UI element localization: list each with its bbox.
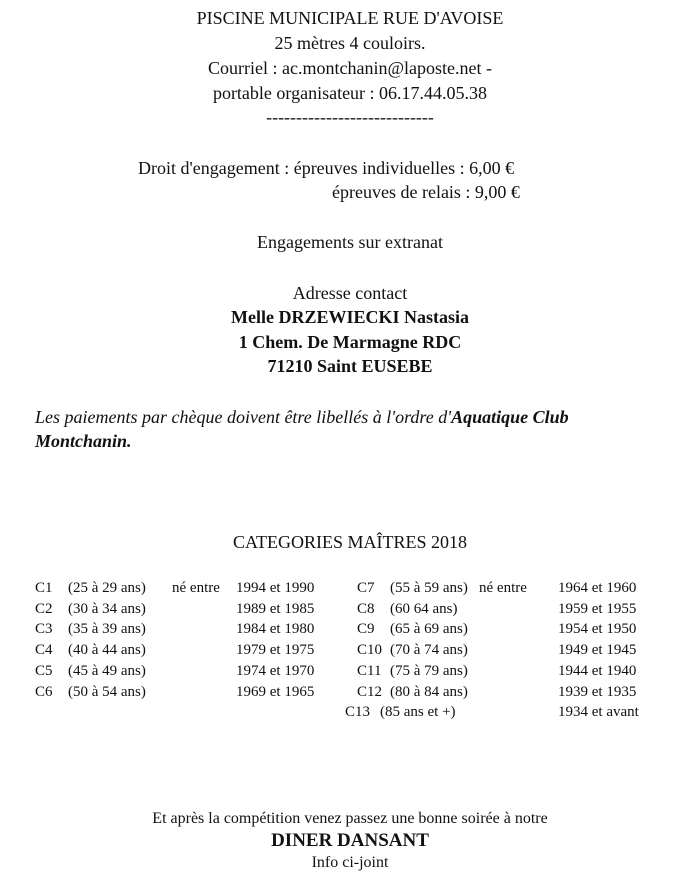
contact-street: 1 Chem. De Marmagne RDC [238,332,462,352]
category-ages: (80 à 84 ans) [390,683,468,700]
category-code: C3 [35,621,53,638]
category-ages: (70 à 74 ans) [390,642,468,659]
category-years: 1969 et 1965 [236,683,315,700]
contact-city: 71210 Saint EUSEBE [267,356,433,376]
born-between-label-right: né entre [479,580,527,596]
category-ages: (75 à 79 ans) [390,662,468,679]
category-code: C2 [35,600,53,617]
fee-individual: Droit d'engagement : épreuves individuelles : 6,00 € [138,158,515,178]
category-years: 1974 et 1970 [236,662,315,679]
payment-club: Aquatique Club [451,407,569,427]
category-ages: (55 à 59 ans) [390,580,468,596]
category-ages: (60 64 ans) [390,600,458,617]
footer-event: DINER DANSANT [271,830,429,851]
category-years: 1949 et 1945 [558,642,637,659]
category-code: C10 [357,642,383,659]
category-code: C7 [357,580,375,596]
footer-invite: Et après la compétition venez passez une bonne soirée à notre [152,810,548,827]
category-years: 1994 et 1990 [236,580,315,596]
category-years: 1959 et 1955 [558,600,637,617]
category-code: C6 [35,683,53,700]
pool-lanes: 25 mètres 4 couloirs. [274,33,426,53]
payment-text: Les paiements par chèque doivent être libellés à l'ordre d' [35,407,452,427]
category-years: 1939 et 1935 [558,683,637,700]
organizer-phone: portable organisateur : 06.17.44.05.38 [212,83,488,103]
category-code: C13 [345,704,371,721]
category-years: 1984 et 1980 [236,621,315,638]
category-years: 1964 et 1960 [558,580,637,596]
contact-email: Courriel : ac.montchanin@laposte.net - [208,58,492,78]
footer-info: Info ci-joint [311,854,389,871]
category-ages: (40 à 44 ans) [68,642,146,659]
category-ages: (45 à 49 ans) [68,662,146,679]
category-ages: (85 ans et +) [380,704,456,721]
category-ages: (65 à 69 ans) [390,621,468,638]
category-years: 1944 et 1940 [558,662,637,679]
category-years: 1934 et avant [558,704,639,721]
category-ages: (50 à 54 ans) [68,683,146,700]
registration-note: Engagements sur extranat [257,232,443,252]
payment-club-continued: Montchanin. [35,431,132,451]
category-years: 1989 et 1985 [236,600,315,617]
born-between-label-left: né entre [172,580,220,596]
category-ages: (30 à 34 ans) [68,600,146,617]
category-code: C8 [357,600,375,617]
category-code: C4 [35,642,53,659]
separator: ---------------------------- [266,107,434,127]
category-code: C12 [357,683,383,700]
category-years: 1979 et 1975 [236,642,315,659]
categories-title: CATEGORIES MAÎTRES 2018 [232,532,467,552]
category-code: C9 [357,621,375,638]
category-code: C5 [35,662,53,679]
category-ages: (35 à 39 ans) [68,621,146,638]
contact-label: Adresse contact [292,283,408,303]
category-ages: (25 à 29 ans) [68,580,146,596]
category-code: C11 [357,662,382,679]
pool-name: PISCINE MUNICIPALE RUE D'AVOISE [196,8,504,28]
payment-note [35,407,569,428]
category-years: 1954 et 1950 [558,621,637,638]
fee-relay: épreuves de relais : 9,00 € [332,182,520,202]
contact-name: Melle DRZEWIECKI Nastasia [231,307,469,327]
category-code: C1 [35,580,53,596]
